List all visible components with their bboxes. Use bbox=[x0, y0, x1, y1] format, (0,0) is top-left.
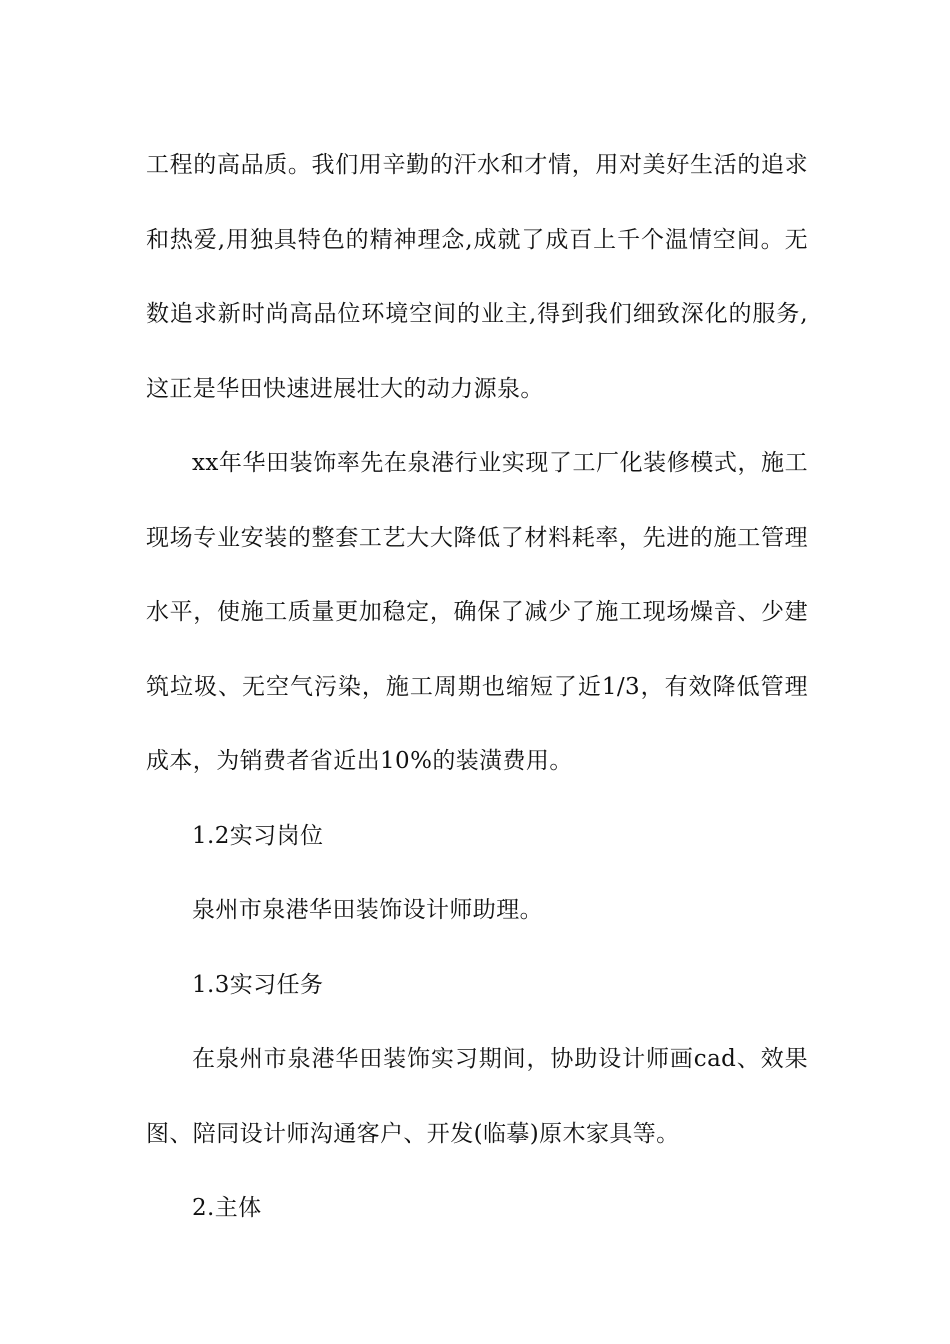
section-heading-main-body: 2.主体 bbox=[192, 1195, 262, 1221]
document-body bbox=[146, 128, 808, 1246]
section-heading-internship-tasks: 1.3实习任务 bbox=[192, 971, 324, 998]
paragraph-tasks-description: 在泉州市泉港华田装饰实习期间，协助设计师画cad、效果图、陪同设计师沟通客户、开发(临摹)原木家具等。 bbox=[146, 1046, 808, 1147]
paragraph-factory-mode: xx年华田装饰率先在泉港行业实现了工厂化装修模式，施工现场专业安装的整套工艺大大降低了材料耗率，先进的施工管理水平，使施工质量更加稳定，确保了减少了施工现场燥音、少建筑垃圾、无空气污染，施工周期也缩短了近1/3，有效降低管理成本，为销费者省近出10%的装潢费用。 bbox=[146, 450, 808, 774]
section-heading-internship-position: 1.2实习岗位 bbox=[192, 822, 324, 849]
paragraph-position-description: 泉州市泉港华田装饰设计师助理。 bbox=[192, 897, 543, 923]
paragraph-company-quality: 工程的高品质。我们用辛勤的汗水和才情，用对美好生活的追求和热爱,用独具特色的精神理念,成就了成百上千个温情空间。无数追求新时尚高品位环境空间的业主,得到我们细致深化的服务,这正是华田快速进展壮大的动力源泉。 bbox=[146, 152, 808, 402]
